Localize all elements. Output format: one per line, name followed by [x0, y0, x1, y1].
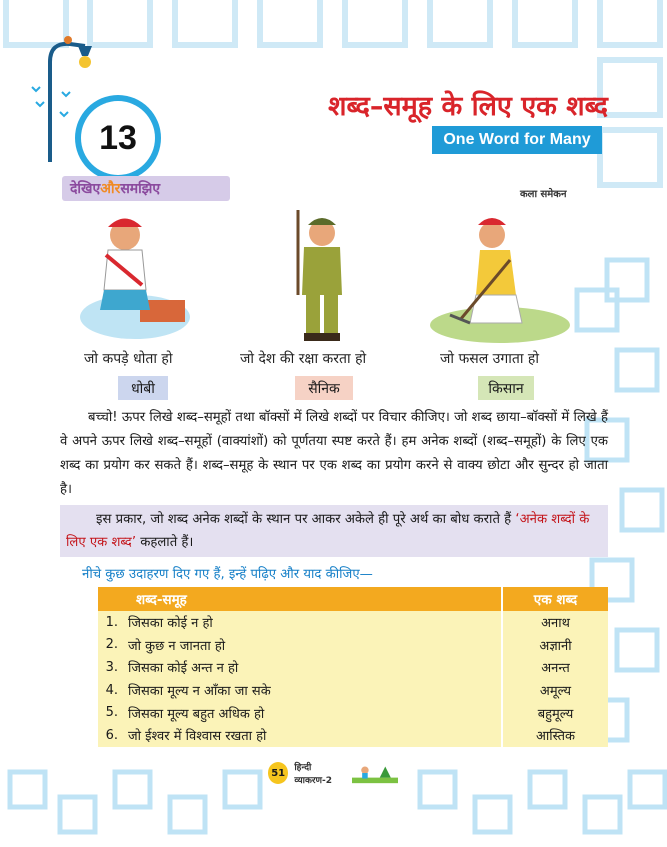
row-number: 6.: [98, 724, 128, 747]
examples-table: [98, 587, 608, 747]
header-phrase: शब्द-समूह: [98, 587, 502, 611]
definition-box: [60, 505, 608, 557]
definition-text-after: कहलाते हैं।: [136, 535, 194, 550]
row-number: 5.: [98, 701, 128, 724]
definition-term: ‘अनेक शब्दों के लिए एक शब्द’: [66, 512, 590, 550]
table-row: [98, 611, 608, 634]
section-tag: [62, 176, 230, 201]
table-row: [98, 656, 608, 679]
footer-scene-icon: [352, 762, 398, 784]
word-box-soldier: सैनिक: [295, 376, 353, 400]
section-tag-part-1: देखिए: [70, 181, 101, 197]
chapter-number: 13: [81, 101, 155, 175]
row-word: अमूल्य: [502, 679, 608, 702]
definition-text-before: इस प्रकार, जो शब्द अनेक शब्दों के स्थान पर आकर अकेले ही पूरे अर्थ का बोध कराते हैं: [96, 512, 516, 527]
page-footer: [268, 762, 398, 784]
caption-soldier: जो देश की रक्षा करता हो: [240, 351, 367, 367]
word-box-farmer: किसान: [478, 376, 534, 400]
book-name: हिन्दी व्याकरण-2: [292, 759, 349, 787]
row-phrase: जिसका कोई न हो: [128, 611, 502, 634]
caption-washerman: जो कपड़े धोता हो: [84, 351, 173, 367]
header-word: एक शब्द: [502, 587, 608, 611]
explanation-paragraph: [60, 406, 608, 502]
row-word: अनन्त: [502, 656, 608, 679]
art-credit: कला समेकन: [520, 189, 567, 200]
table-header-row: [98, 587, 608, 611]
table-row: [98, 679, 608, 702]
row-word: अनाथ: [502, 611, 608, 634]
table-row: [98, 701, 608, 724]
row-phrase: जिसका मूल्य बहुत अधिक हो: [128, 701, 502, 724]
page-title-english: One Word for Many: [432, 126, 602, 154]
row-word: अज्ञानी: [502, 634, 608, 657]
section-tag-part-2: और: [100, 181, 121, 197]
row-number: 4.: [98, 679, 128, 702]
caption-farmer: जो फसल उगाता हो: [440, 351, 539, 367]
soldier-illustration: [270, 205, 370, 345]
page-title-hindi: शब्द–समूह के लिए एक शब्द: [328, 91, 608, 122]
chapter-badge: [75, 95, 161, 181]
row-phrase: जिसका मूल्य न आँका जा सके: [128, 679, 502, 702]
row-number: 3.: [98, 656, 128, 679]
row-number: 1.: [98, 611, 128, 634]
washerman-illustration: [80, 205, 190, 345]
examples-intro: नीचे कुछ उदाहरण दिए गए हैं, इन्हें पढ़िए और याद कीजिए—: [82, 567, 373, 582]
explanation-text: बच्चो! ऊपर लिखे शब्द–समूहों तथा बॉक्सों में लिखे शब्दों पर विचार कीजिए। जो शब्द छाया–बॉक्सों में लिखे हैं वे अपने ऊपर लिखे शब्द–समूहों (वाक्यांशों) को पूर्णतया स्पष्ट करते हैं। हम अनेक शब्दों (शब्द–समूहों) के लिए एक शब्द का प्रयोग कर सकते हैं। शब्द–समूह के स्थान पर एक शब्द का प्रयोग करने से वाक्य छोटा और सुन्दर हो जाता है।: [60, 410, 608, 497]
definition-text: [66, 508, 602, 554]
page-number: 51: [268, 762, 288, 784]
table-row: [98, 724, 608, 747]
row-word: आस्तिक: [502, 724, 608, 747]
row-phrase: जिसका कोई अन्त न हो: [128, 656, 502, 679]
table-row: [98, 634, 608, 657]
row-word: बहुमूल्य: [502, 701, 608, 724]
row-phrase: जो ईश्वर में विश्वास रखता हो: [128, 724, 502, 747]
row-phrase: जो कुछ न जानता हो: [128, 634, 502, 657]
section-tag-part-3: समझिए: [120, 181, 161, 197]
row-number: 2.: [98, 634, 128, 657]
farmer-illustration: [430, 205, 570, 345]
word-box-washerman: धोबी: [118, 376, 168, 400]
